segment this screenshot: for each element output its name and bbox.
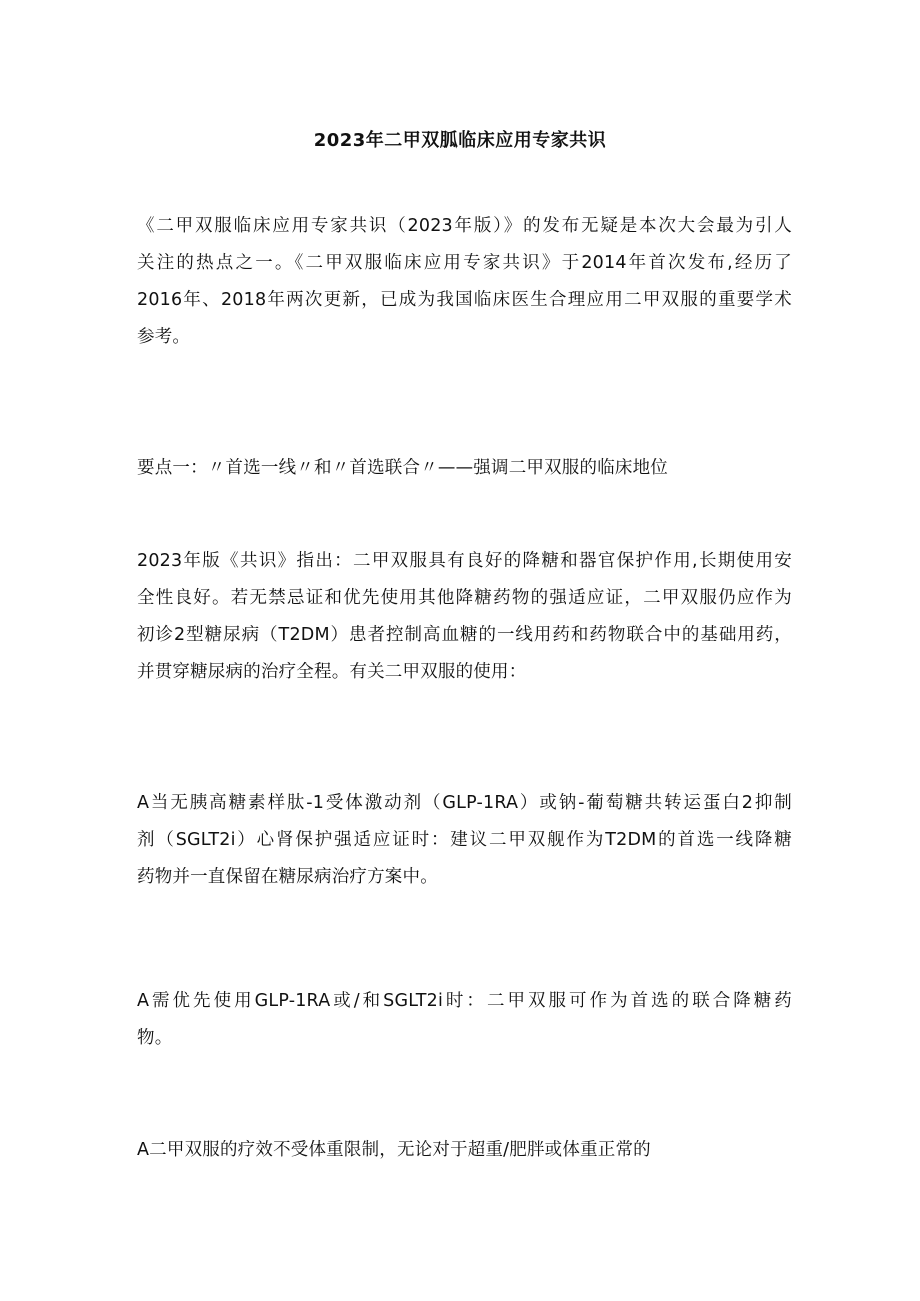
- intro-line: 关注的热点之一。《二甲双服临床应用专家共识》于2014年首次发布,经历了: [137, 253, 792, 273]
- bullet-item-1: [137, 785, 792, 896]
- key-point-1-text: 要点一：〃首选一线〃和〃首选联合〃——强调二甲双服的临床地位: [137, 458, 668, 478]
- bullet-item-3: [137, 1132, 792, 1169]
- bullet-3-line: A二甲双服的疗效不受体重限制，无论对于超重/肥胖或体重正常的: [137, 1140, 651, 1160]
- bullet-item-2: [137, 983, 792, 1057]
- bullet-1-line: 药物并一直保留在糖尿病治疗方案中。: [137, 867, 438, 887]
- bullet-2-line: A需优先使用GLP-1RA或/和SGLT2i时：二甲双服可作为首选的联合降糖药: [137, 991, 792, 1011]
- bullet-1-line: 剂（SGLT2i）心肾保护强适应证时：建议二甲双舰作为T2DM的首选一线降糖: [137, 830, 792, 850]
- intro-paragraph: [137, 208, 792, 356]
- consensus-line: 初诊2型糖尿病（T2DM）患者控制高血糖的一线用药和药物联合中的基础用药，: [137, 625, 792, 645]
- key-point-heading: [137, 450, 792, 487]
- consensus-paragraph: [137, 543, 792, 691]
- consensus-line: 2023年版《共识》指出：二甲双服具有良好的降糖和器官保护作用,长期使用安: [137, 551, 792, 571]
- bullet-2-line: 物。: [137, 1028, 173, 1048]
- intro-line: 《二甲双服临床应用专家共识（2023年版）》的发布无疑是本次大会最为引人: [137, 216, 792, 236]
- consensus-line: 全性良好。若无禁忌证和优先使用其他降糖药物的强适应证，二甲双服仍应作为: [137, 588, 792, 608]
- document-title: 2023年二甲双胍临床应用专家共识: [313, 130, 607, 151]
- bullet-1-line: A当无胰高糖素样肽-1受体激动剂（GLP-1RA）或钠-葡萄糖共转运蛋白2抑制: [137, 793, 792, 813]
- intro-line: 参考。: [137, 327, 191, 347]
- intro-line: 2016年、2018年两次更新，已成为我国临床医生合理应用二甲双服的重要学术: [137, 290, 792, 310]
- consensus-line: 并贯穿糖尿病的治疗全程。有关二甲双服的使用：: [137, 662, 527, 682]
